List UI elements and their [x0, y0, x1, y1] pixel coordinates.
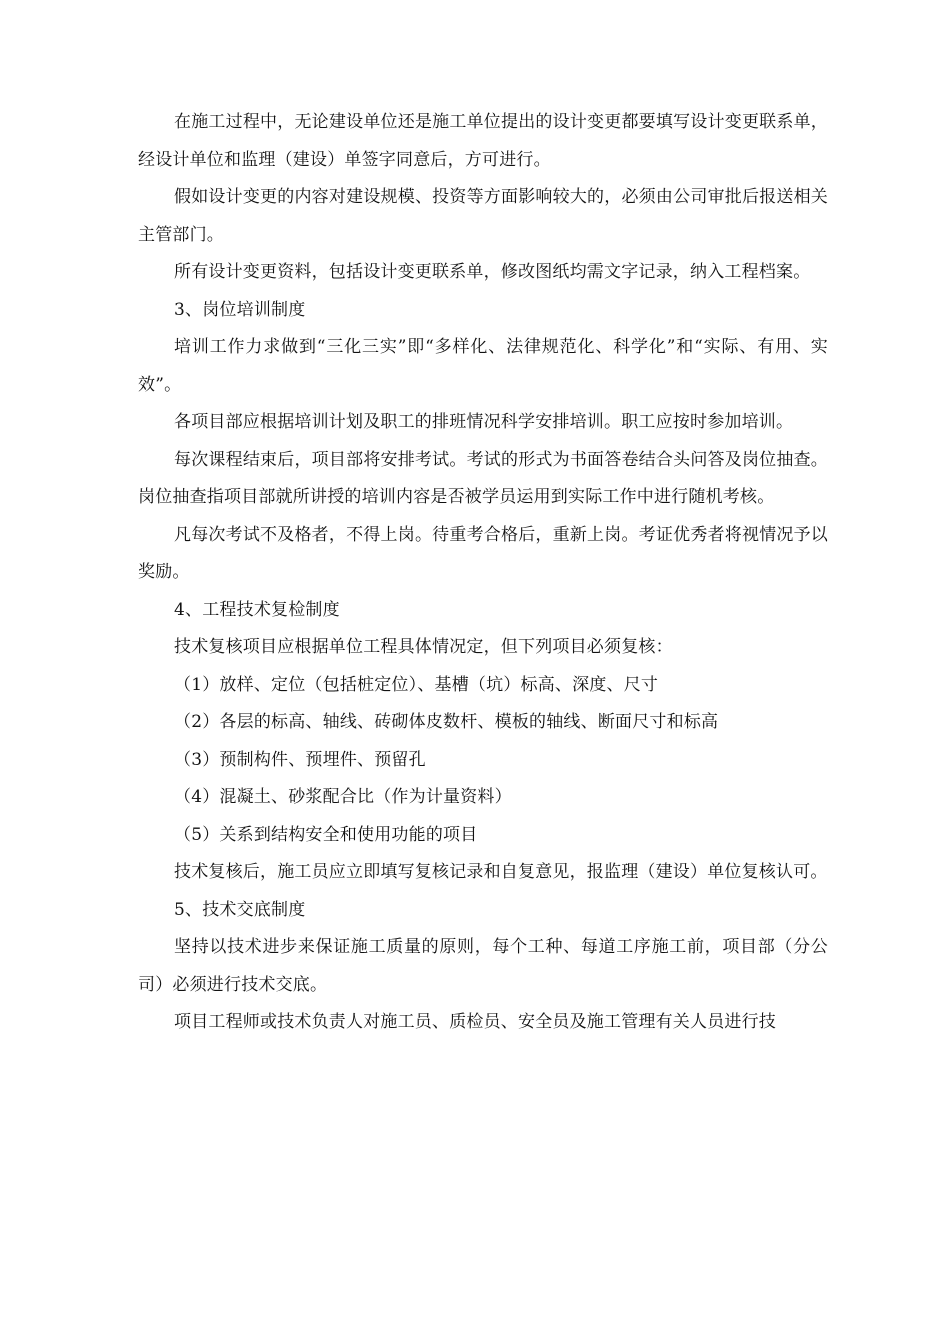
paragraph-recheck-after: 技术复核后，施工员应立即填写复核记录和自复意见，报监理（建设）单位复核认可。	[174, 862, 828, 882]
paragraph-training-schedule: 各项目部应根据培训计划及职工的排班情况科学安排培训。职工应按时参加培训。	[174, 412, 794, 432]
paragraph-design-change-form: 在施工过程中，无论建设单位还是施工单位提出的设计变更都要填写设计变更联系单，经设计单位和监理（建设）单签字同意后，方可进行。	[138, 112, 828, 170]
paragraph-briefing-principle: 坚持以技术进步来保证施工质量的原则，每个工种、每道工序施工前，项目部（分公司）必须进行技术交底。	[138, 937, 828, 995]
paragraph-design-change-records: 所有设计变更资料，包括设计变更联系单，修改图纸均需文字记录，纳入工程档案。	[174, 262, 811, 282]
list-item-recheck-1: （1）放样、定位（包括桩定位）、基槽（坑）标高、深度、尺寸	[174, 674, 659, 695]
paragraph-training-failure: 凡每次考试不及格者，不得上岗。待重考合格后，重新上岗。考证优秀者将视情况予以奖励。	[138, 524, 828, 582]
paragraph-training-goals: 培训工作力求做到“三化三实”即“多样化、法律规范化、科学化”和“实际、有用、实效”。	[138, 337, 828, 395]
document-body	[138, 104, 828, 1042]
section-heading-technical-briefing: 5、技术交底制度	[174, 899, 306, 920]
list-item-recheck-5: （5）关系到结构安全和使用功能的项目	[174, 824, 478, 845]
list-item-recheck-3: （3）预制构件、预埋件、预留孔	[174, 749, 426, 770]
paragraph-briefing-engineer: 项目工程师或技术负责人对施工员、质检员、安全员及施工管理有关人员进行技	[174, 1012, 776, 1032]
paragraph-recheck-intro: 技术复核项目应根据单位工程具体情况定，但下列项目必须复核：	[174, 637, 673, 657]
paragraph-training-exam: 每次课程结束后，项目部将安排考试。考试的形式为书面答卷结合头问答及岗位抽查。岗位抽查指项目部就所讲授的培训内容是否被学员运用到实际工作中进行随机考核。	[138, 449, 828, 507]
section-heading-training: 3、岗位培训制度	[174, 299, 306, 320]
section-heading-technical-recheck: 4、工程技术复检制度	[174, 599, 340, 620]
list-item-recheck-2: （2）各层的标高、轴线、砖砌体皮数杆、模板的轴线、断面尺寸和标高	[174, 712, 719, 732]
paragraph-design-change-approval: 假如设计变更的内容对建设规模、投资等方面影响较大的，必须由公司审批后报送相关主管部门。	[138, 187, 828, 245]
list-item-recheck-4: （4）混凝土、砂浆配合比（作为计量资料）	[174, 787, 512, 807]
